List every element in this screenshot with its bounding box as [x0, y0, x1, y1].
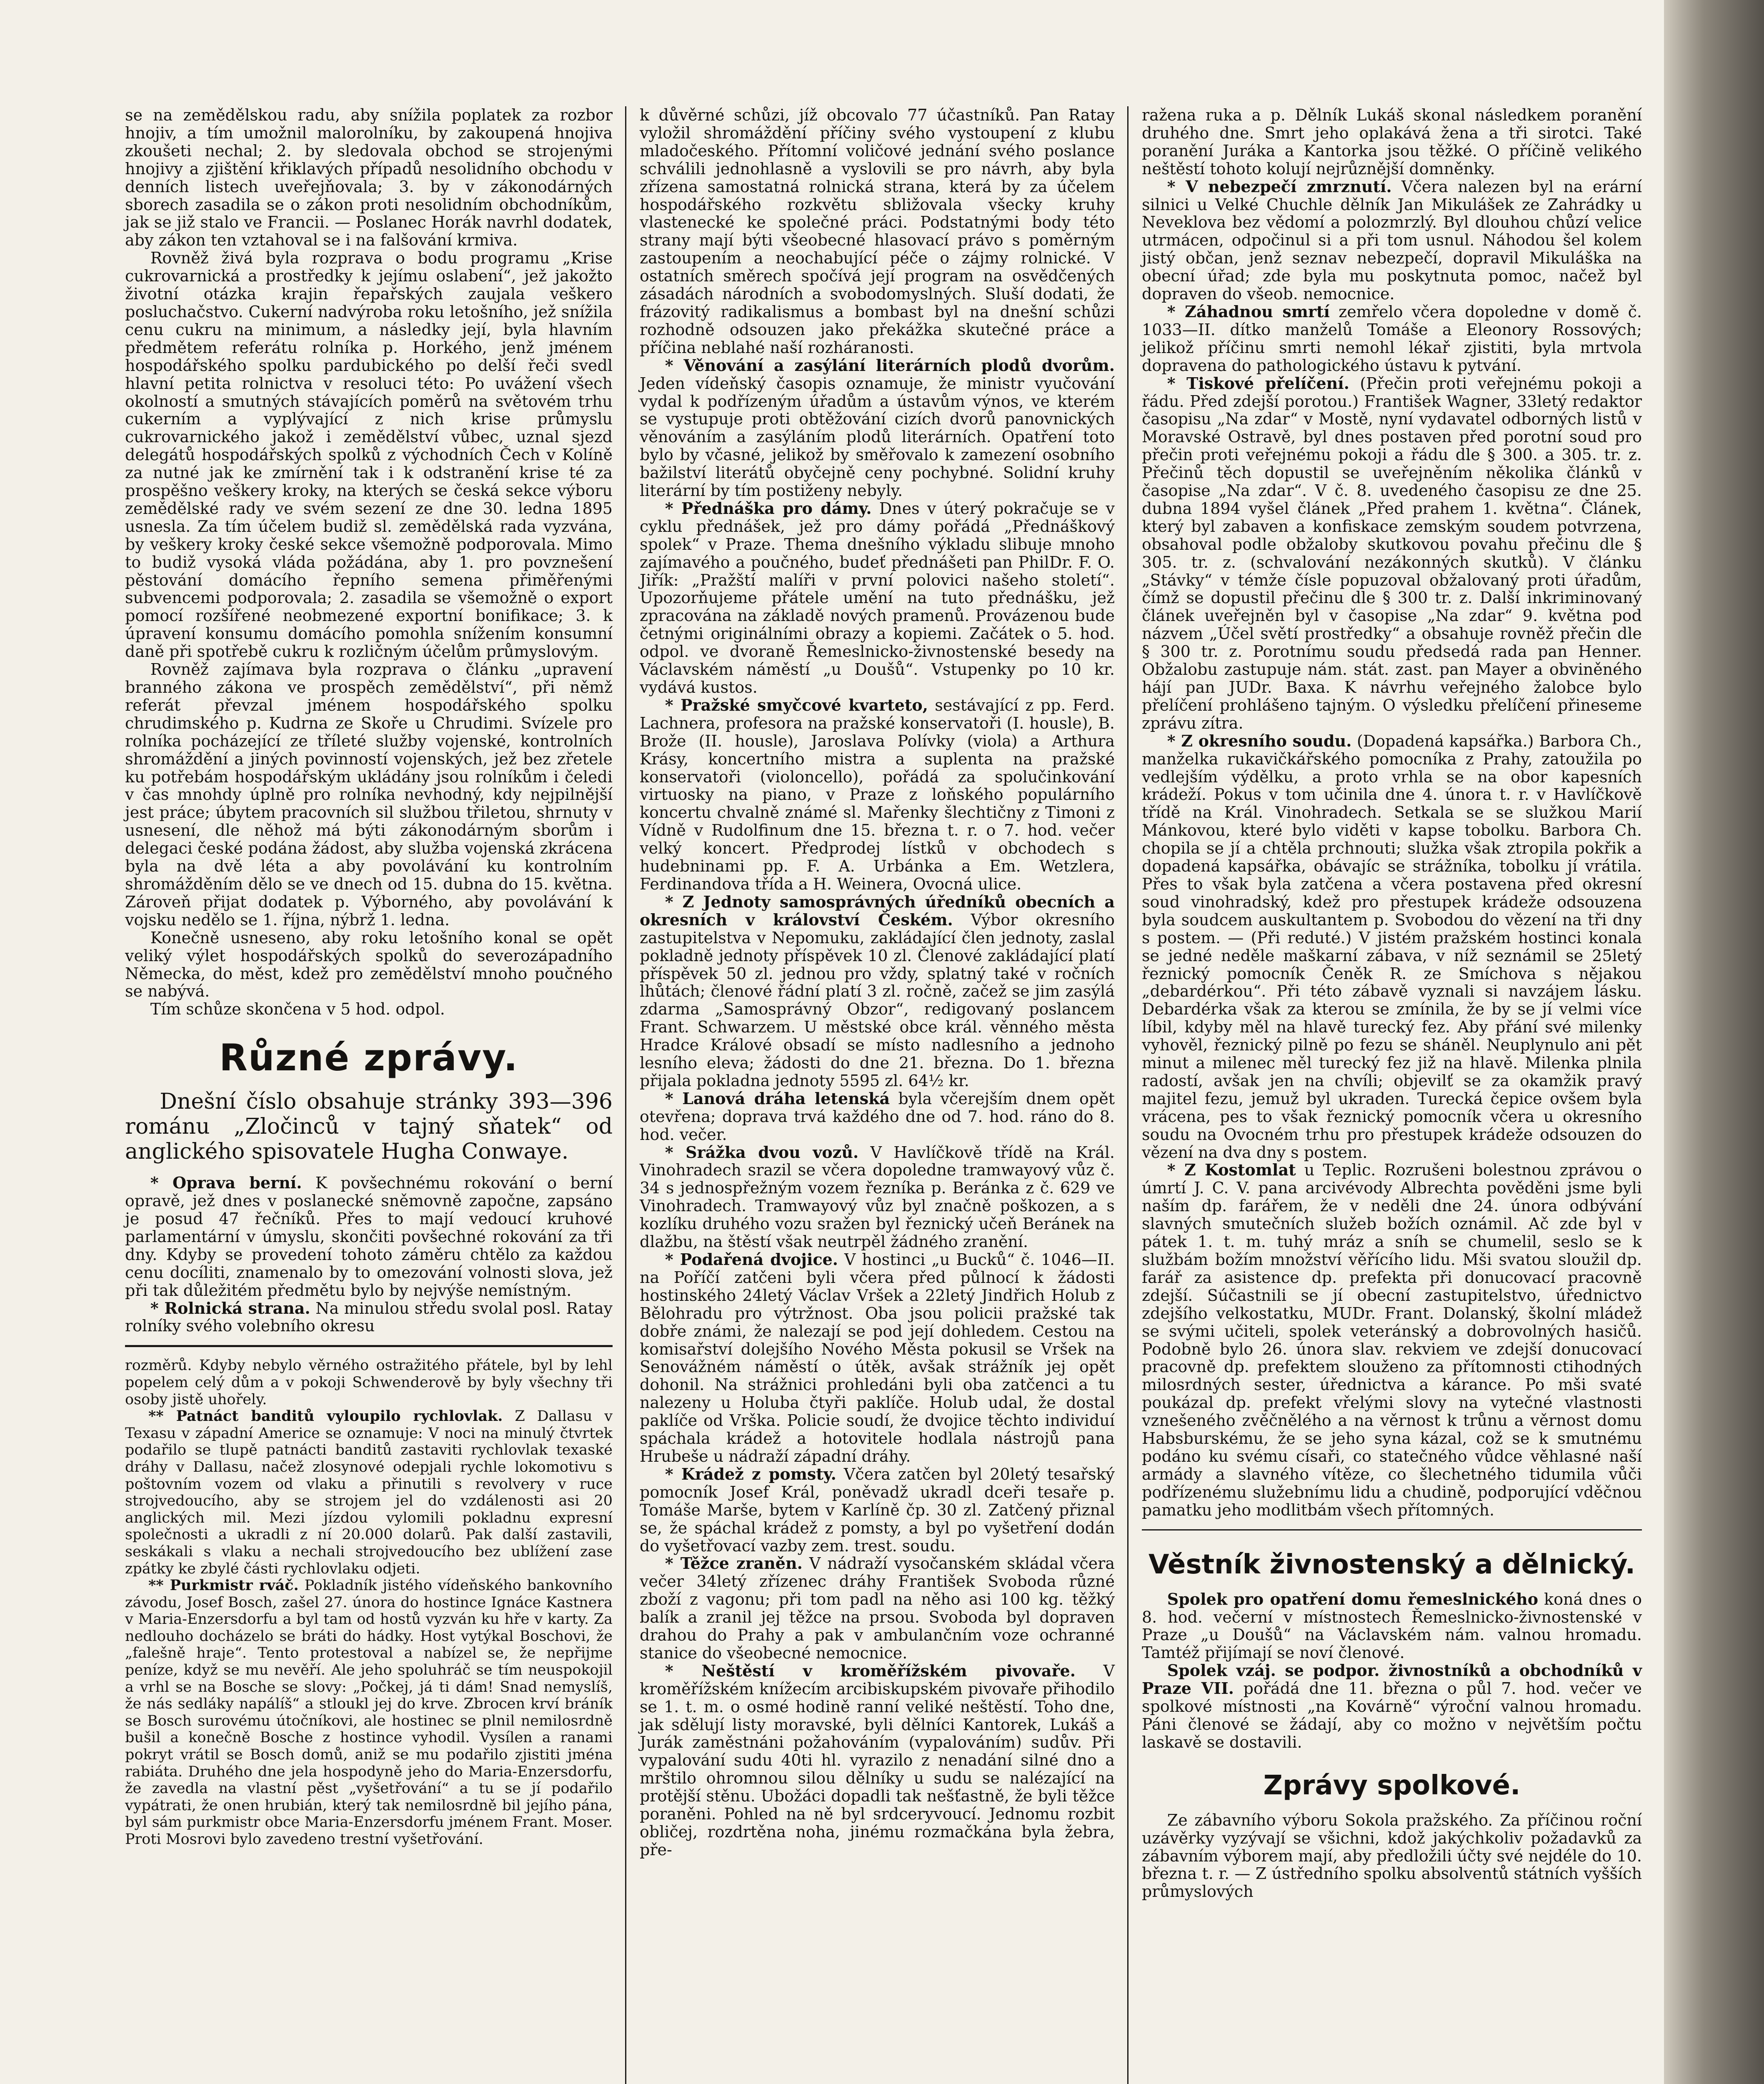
article-text: Jeden vídeňský časopis oznamuje, že ministr vyučování vydal k podřízeným úřadům a ústavům výnos, ve kterém se vystupuje proti obtěžování cizích dvorů panovnických věnováním a zasýláním plodů literárních. Opatření toto bylo by včasné, jelikož by směřovalo k zamezení osobního bažilství literátů obyčejně ceny pochybné. Solidní kruhy literární by tím postiženy nebyly. [640, 374, 1115, 500]
paragraph: ražena ruka a p. Dělník Lukáš skonal následkem poranění druhého dne. Smrt jeho oplakává žena a tři sirotci. Také poranění Juráka a Kantorka jsou těžké. O příčině velikého neštěstí tohoto kolují nejrůznější domněnky. [1142, 106, 1642, 178]
article-text: u Teplic. Rozrušeni bolestnou zprávou o úmrtí J. C. V. pana arcivévody Albrechta pověděni jsme byli naším dp. farářem, že v neděli dne 24. února odbývání slavných smutečních služeb božích oznámil. Ač zde byl v pátek 1. t. m. tuhý mráz a sníh se chumelil, seslo se k službám božím množství věřícího lidu. Mši svatou sloužil dp. farář za asistence dp. prefekta při donucovací pracovně zdejší. Súčastnili se jí obecní zastupitelstvo, úřednictvo zdejšího velkostatku, MUDr. Frant. Dolanský, školní mládež se svými učiteli, spolek veteránský a dobrovolných hasičů. Podobně bylo 26. února slav. rekviem ve zdejší donucovací pracovně dp. prefektem slouženo za přítomnosti ctihodných milosrdných sester, úřednictva a kárance. Po mši svaté poukázal dp. prefekt vřelými slovy na vytečné vlastnosti vznešeného zvěčnělého a na věrnost k trůnu a věrnost domu Habsburskému, že se jeho syna kázal, což se k smutnému podáno ku svému císaři, co statečného vůdce věhlasné naší armády a slavného vítěze, co šlechetného tidumila vůči podřízenému služebnímu lidu a chudině, podporující vděčnou pamatku jeho modlitbám všech přítomných. [1142, 1161, 1642, 1519]
article-text: Výbor okresního zastupitelstva v Nepomuku, zakládající člen jednoty, zaslal pokladně jednoty příspěvek 10 zl. Členové zakládající platí příspěvek 50 zl. jednou pro vždy, splatný také v ročních lhůtách; členové řádní platí 3 zl. ročně, začež se jim zasýlá zdarma „Samosprávný Obzor“, redigovaný poslancem Frant. Schwarzem. U městské obce král. věnného města Hradce Králové obsadí se místo nadlesního a jednoho lesního eleva; žádosti do dne 21. března. Do 1. března přijala pokladna jednoty 5595 zl. 64½ kr. [640, 910, 1115, 1090]
horizontal-rule [125, 1345, 613, 1347]
article-title: * Pražské smyčcové kvarteto, [665, 695, 928, 714]
section-heading-zpravy-spolkove: Zprávy spolkové. [1263, 1770, 1521, 1801]
article-title: * Věnování a zasýlání literárních plodů dvorům. [665, 356, 1115, 375]
lead-notice: Dnešní číslo obsahuje stránky 393—396 románu „Zločinců v tajný sňatek“ od anglického spisovatele Hugha Conwaye. [125, 1089, 613, 1165]
article-text: Na minulou středu svolal posl. Ratay rolníky svého volebního okresu [125, 1299, 613, 1335]
article-title: * Přednáška pro dámy. [665, 498, 872, 518]
article-jednota [640, 893, 1115, 1090]
column-rule-2 [1127, 106, 1128, 2084]
article-prednaska [640, 500, 1115, 696]
article-kvarteto [640, 696, 1115, 893]
article-title: * Lanová dráha letenská [665, 1089, 890, 1108]
article-text: Pokladník jistého vídeňského bankovního závodu, Josef Bosch, zašel 27. února do hostince Ignáce Kastnera v Maria-Enzersdorfu a byl tam od hostů vyzván ku hře v karty. Za nedlouho docházelo se bráti do hádky. Host vytýkal Boschovi, že „falešně hraje“. Tento protestoval a nabízel se, že nepřijme peníze, když se mu nevěří. Ale jeho spoluhráč se tím neuspokojil a vrhl se na Bosche se slovy: „Počkej, já ti dám! Snad nemyslíš, že nás sedláky napálíš“ a stloukl jej do krve. Zbrocen krví bráník se Bosch surovému útočníkovi, ale hostinec se plnil nemilosrdně bušil a konečně Bosche z hostince vyhodil. Vysílen a ranami pokryt vrátil se Bosch domů, aniž se mu podařilo zjistiti jména rabiáta. Druhého dne jela hospodyně jeho do Maria-Enzersdorfu, že zavedla na vlastní pěst „vyšetřování“ a tu se jí podařilo vypátrati, že onen hrubián, který tak nemilosrdně bil jejího pána, byl sám purkmistr obce Maria-Enzersdorfu jménem Frant. Moser. Proti Mosrovi bylo zavedeno trestní vyšetřování. [125, 1577, 613, 1848]
article-title: ** Patnáct banditů vyloupilo rychlovlak. [148, 1408, 503, 1425]
article-title: * Krádež z pomsty. [665, 1464, 836, 1483]
article-title: * V nebezpečí zmrznutí. [1167, 177, 1392, 196]
article-text: zemřelo včera dopoledne v domě č. 1033—II. dítko manželů Tomáše a Eleonory Rossových; jelikož příčinu smrti nemohl lékař zjistiti, byla mrtvola dopravena do pathologického ústavu k pytvání. [1142, 302, 1642, 375]
article-text: byla včerejším dnem opět otevřena; doprava trvá každého dne od 7. hod. ráno do 8. hod. večer. [640, 1089, 1115, 1144]
paragraph: Rovněž živá byla rozprava o bodu programu „Krise cukrovarnická a prostředky k jejímu oslabení“, jež jakožto životní otázka krajin řepařských zaujala veškero posluchačstvo. Cukerní nadvýroba roku letošního, jež snížila cenu cukru na minimum, a následky její, byla hlavním předmětem referátu rolníka p. Horkého, jenž jménem hospodářského spolku pardubického po delší řeči svedl hlavní petita rolnictva v resoluci této: Po uvážení všech okolností a smutných stávajících poměrů na světovém trhu cukerním a vyplývající z nich krise průmyslu cukrovarnického jakož i zemědělství vůbec, uznal sjezd delegátů hospodářských spolků z východních Čech v Kolíně za nutné jak ke zmírnění tak i k odstranění krise té za prospěšno veškery kroky, na kterých se česká sekce výboru zemědělské rady ve svém sezení ze dne 30. ledna 1895 usnesla. Za tím účelem budiž sl. zemědělská rada vyzvána, by veškery kroky české sekce všemožně podporovala. Mimo to budiž vysoká vláda požádána, aby 1. pro povznešení pěstování domácího řepního semena přiměřenými subvencemi podporovala; 2. zasadila se všemožně o export pomocí rozšířené neobmezené exportní bonifikace; 3. k úpravení konsumu domácího pomohla snížením konsumní daně při spotřebě cukru k rozličným účelům průmyslovým. [125, 249, 613, 661]
column-3 [1142, 106, 1642, 1901]
column-2 [640, 106, 1115, 1859]
page-edge-shadow [1664, 0, 1764, 2084]
article-venovani [640, 357, 1115, 500]
article-zmrznuti [1142, 178, 1642, 303]
article-title: * Z Kostomlat [1167, 1160, 1296, 1180]
article-dvojice [640, 1251, 1115, 1465]
article-kostomlat [1142, 1161, 1642, 1519]
article-text: K povšechnému rokování o berní opravě, jež dnes v poslanecké sněmovně započne, zapsáno je posud 47 řečníků. Přes to mají vedoucí kruhové parlamentární v úmyslu, skončiti povšechné rokování za tři dny. Kdyby se provedení tohoto záměru chtělo za každou cenu docíliti, znamenalo by to omezování volnosti slova, jež při tak důležitém předmětu bylo by nejvýše nemístným. [125, 1174, 613, 1300]
article-kradez [640, 1465, 1115, 1555]
article-text: Včera nalezen byl na erární silnici u Velké Chuchle dělník Jan Mikulášek ze Zahrádky u Neveklova bez vědomí a polozmrzlý. Byl dlouhou chůzí velice utrmácen, odpočinul si a při tom usnul. Náhodou šel kolem jistý občan, jenž seznav nebezpečí, dopravil Mikuláška na obecní úřad; zde byla mu poskytnuta pomoc, načež byl dopraven do všeob. nemocnice. [1142, 177, 1642, 303]
small-print-block [125, 1357, 613, 1848]
article-rolnicka [125, 1300, 613, 1335]
article-patnact [125, 1408, 613, 1577]
article-tezce [640, 1555, 1115, 1662]
horizontal-rule [1142, 1529, 1642, 1530]
article-text: Z Dallasu v Texasu v západní Americe se oznamuje: V noci na minulý čtvrtek podařilo se tlupě patnácti banditů zastaviti rychlovlak texaské dráhy v Dallasu, načež zlosynové odepjali rychle lokomotivu s poštovním vozem od vlaku a přinutili s revolvery v ruce strojvedoucího, aby se strojem jel do vzdálenosti asi 20 anglických mil. Mezi jízdou vylomili pokladnu expresní společnosti a ukradli z ní 20.000 dolarů. Pak další zastavili, seskákali s vlaku a nechali strojvedoucího bez ublížení zase zpátky ke zbylé části rychlovlaku odjeti. [125, 1408, 613, 1577]
column-1 [125, 106, 613, 1848]
article-text: koná dnes o 8. hod. večerní v místnostech Řemeslnicko-živnostenské v Praze „u Doušů“ na Václavském nám. valnou hromadu. Tamtéž přijímají se noví členové. [1142, 1590, 1642, 1662]
article-title: * Rolnická strana. [150, 1298, 310, 1318]
section-heading-ruzne-zpravy: Různé zprávy. [219, 1036, 518, 1080]
paragraph: se na zemědělskou radu, aby snížila poplatek za rozbor hnojiv, a tím umožnil malorolníku, by zakoupená hnojiva zkoušeti nechal; 2. by sledovala obchod se strojenými hnojivy a zjištění křiklavých případů nesolidního obchodu v denních listech uveřejňovala; 3. by v zákonodárných sborech zasadila se o zákon proti nesolidním obchodníkům, jak se již stalo ve Francii. — Poslanec Horák navrhl dodatek, aby zákon ten vztahoval se i na falšování krmiva. [125, 106, 613, 250]
article-title: ** Purkmistr rváč. [148, 1577, 299, 1594]
article-text: V Havlíčkově třídě na Král. Vinohradech srazil se včera dopoledne tramwayový vůz č. 34 s jednospřežným vozem řezníka p. Beránka z č. 629 ve Vinohradech. Tramwayový vůz byl značně poškozen, a s kozlíku druhého vozu sražen byl řeznický učeň Beránek na dlažbu, na štěstí však neutrpěl žádného zranění. [640, 1143, 1115, 1251]
paragraph: k důvěrné schůzi, jíž obcovalo 77 účastníků. Pan Ratay vyložil shromáždění příčiny svého vystoupení z klubu mladočeského. Přítomní voličové jednání svého poslance schválili jednohlasně a vyslovili se pro návrh, aby byla zřízena samostatná rolnická strana, která by za účelem hospodářského rozkvětu sbližovala všecky kruhy vlastenecké ke společné práci. Podstatnými body této strany mají býti všeobecné hlasovací právo s poměrným zastoupením a neochabující péče o zájmy rolnické. V ostatních směrech spočívá její program na osvědčených zásadách národních a svobodomyslných. Sluší dodati, že frázovitý radikalismus a bombast byl na dnešní schůzi rozhodně odsouzen jako překážka skutečné práce a příčina neblahé naší rozháranosti. [640, 106, 1115, 357]
article-title: Spolek vzáj. se podpor. živnostníků a obchodníků v Praze VII. [1142, 1661, 1642, 1698]
paragraph: Tím schůze skončena v 5 hod. odpol. [150, 1000, 445, 1019]
article-title: * Z Jednoty samosprávných úředníků obecních a okresních v království Českém. [640, 892, 1115, 929]
article-lanova [640, 1090, 1115, 1144]
article-title: * Z okresního soudu. [1167, 731, 1352, 750]
paragraph: Rovněž zajímava byla rozprava o článku „upravení branného zákona ve prospěch zemědělství“, při němž referát převzal jménem hospodářského spolku chrudimského p. Kudrna ze Skoře u Chrudimi. Svízele pro rolníka pocházející ze tříleté služby vojenské, kontrolních shromáždění a jiných povinností vojenských, jež bez zřetele ku potřebám hospodářským ukládány jsou rolníkům i čeledi v čas mnohdy úplně pro rolníka nevhodný, kdy nejpilnější jest práce; úbytem pracovních sil službou třiletou, shrnuty v usnesení, dle něhož má býti zákonodárným sborům i delegaci české podána žádost, aby služba vojenská zkrácena byla na dvě léta a aby povolávání ku kontrolním shromážděním dělo se ve dnech od 15. dubna do 15. května. Zároveň přijat dodatek p. Výborného, aby povolávání k vojsku nedělo se 1. října, nýbrž 1. ledna. [125, 660, 613, 929]
article-purkmistr [125, 1577, 613, 1848]
article-spolek2 [1142, 1662, 1642, 1751]
article-title: * Neštěstí v kroměřížském pivovaře. [665, 1661, 1076, 1680]
article-title: * Oprava berní. [150, 1173, 302, 1192]
article-title: * Podařená dvojice. [665, 1250, 838, 1269]
article-okresniho [1142, 732, 1642, 1162]
article-smrt [1142, 303, 1642, 375]
article-text: pořádá dne 11. března o půl 7. hod. večer ve spolkové místnosti „na Kovárně“ výroční valnou hromadu. Páni členové se žádají, aby co možno v největším počtu laskavě se dostavili. [1142, 1679, 1642, 1751]
article-spolek1 [1142, 1591, 1642, 1662]
article-title: * Srážka dvou vozů. [665, 1142, 859, 1162]
article-text: (Přečin proti veřejnému pokoji a řádu. Před zdejší porotou.) František Wagner, 33letý redaktor časopisu „Na zdar“ v Mostě, nyní vydavatel odborných listů v Moravské Ostravě, byl dnes postaven před porotní soud pro přečin proti veřejnému pokoji a řádu dle § 300. a 305. tr. z. Přečinů těch dopustil se uveřejněním několika článků v časopise „Na zdar“. V č. 8. uvedeného časopisu ze dne 25. dubna 1894 vyšel článek „Před prahem 1. května“. Článek, který byl zabaven a konfiskace zemským soudem potvrzena, obsahoval podle obžaloby skutkovou povahu přečinu dle § 305. tr. z. (schvalování nezákonných skutků). V článku „Stávky“ v témže čísle popuzoval obžalovaný proti úřadům, čímž se dopustil přečinu dle § 300 tr. z. Další inkriminovaný článek uveřejněn byl v časopise „Na zdar“ 9. května pod názvem „Účel světí prostředky“ a obsahuje rovněž přečin dle § 300 tr. z. Porotnímu soudu předsedá rada pan Henner. Obžalobu zastupuje nám. stát. zast. pan Mayer a obviněného hájí pan JUDr. Baxa. K návrhu veřejného žalobce bylo přelíčení prohlášeno tajným. O výsledku přelíčení přineseme zprávu zítra. [1142, 374, 1642, 732]
article-title: * Těžce zraněn. [665, 1554, 803, 1573]
article-nestesti [640, 1662, 1115, 1859]
section-heading-vestnik: Věstník živnostenský a dělnický. [1148, 1549, 1635, 1580]
article-tiskove [1142, 375, 1642, 732]
article-srazka [640, 1144, 1115, 1251]
article-text: Dnes v úterý pokračuje se v cyklu přednášek, jež pro dámy pořádá „Přednáškový spolek“ v Praze. Thema dnešního výkladu slibuje mnoho zajímavého a poučného, budeť přednášeti pan PhilDr. F. O. Jiřík: „Pražští malíři v první polovici našeho století“. Upozorňujeme přátele umění na tuto přednášku, jež zpracována na základě nových pramenů. Provázenou bude četnými originálními obrazy a kopiemi. Začátek o 5. hod. odpol. ve dvoraně Řemeslnicko-živnostenské besedy na Václavském náměstí „u Doušů“. Vstupenky po 10 kr. vydává kustos. [640, 499, 1115, 696]
paragraph: Konečně usneseno, aby roku letošního konal se opět veliký výlet hospodářských spolků do severozápadního Německa, do měst, kdež pro zemědělství mnoho poučného se nabývá. [125, 928, 613, 1001]
paragraph: Ze zábavního výboru Sokola pražského. Za příčinou roční uzávěrky vyzývají se všichni, kdož jakýchkoliv požadavků za zábavním výborem mají, aby předložili účty své nejdéle do 10. března t. r. — Z ústředního spolku absolventů státních vyšších průmyslových [1142, 1811, 1642, 1901]
article-text: V nádraží vysočanském skládal včera večer 34letý zřízenec dráhy František Svoboda různé zboží z vagonu; při tom padl na něho asi 100 kg. těžký balík a zranil jej těžce na prsou. Svoboda byl dopraven drahou do Prahy a pak v ambulančním voze ochranné stanice do všeobecné nemocnice. [640, 1554, 1115, 1662]
column-rule-1 [625, 106, 626, 2084]
article-oprava [125, 1174, 613, 1299]
article-title: Spolek pro opatření domu řemeslnického [1167, 1589, 1539, 1608]
article-text: V kroměřížském knížecím arcibiskupském pivovaře přihodilo se 1. t. m. o osmé hodině ranní veliké neštěstí. Toho dne, jak sdělují listy moravské, byli dělníci Kantorek, Lukáš a Jurák zaměstnáni požahováním (vypalováním) sudův. Při vypalování sudu 40ti hl. vyrazilo z nenadání silné dno a mrštilo ohromnou silou dělníky u sudu se nalézající na protější stěnu. Ubožáci dopadli tak nešťastně, že byli těžce poraněni. Pohled na ně byl srdceryvoucí. Jednomu rozbit obličej, rozdrtěna noha, jinému rozmačkána byla žebra, pře- [640, 1661, 1115, 1859]
article-title: * Tiskové přelíčení. [1167, 373, 1349, 393]
article-text: sestávající z pp. Ferd. Lachnera, profesora na pražské konservatoři (I. housle), B. Brože (II. housle), Jaroslava Polívky (viola) a Arthura Krásy, koncertního mistra a suplenta na pražské konservatoři (violoncello), pořádá za spolučinkování virtuosky na piano, v Praze z loňského populárního koncertu chvalně známé sl. Mařenky šlechtičny z Timoni z Vídně v Rudolfinum dne 15. března t. r. o 7. hod. večer velký koncert. Předprodej lístků v obchodech s hudebninami pp. F. A. Urbánka a Em. Wetzlera, Ferdinandova třída a H. Weinera, Ovocná ulice. [640, 696, 1115, 893]
article-text: (Dopadená kapsářka.) Barbora Ch., manželka rukavičkářského pomocníka z Prahy, zatoužila po vedlejším výdělku, a proto vrhla se na obor kapesních krádeží. Pokus v tom učinila dne 4. února t. r. v Havlíčkově třídě na Král. Vinohradech. Setkala se se služkou Marií Mánkovou, které bylo viděti v kapse tobolku. Barbora Ch. chopila se jí a chtěla prchnouti; služka však ztropila pokřik a dopadená kapsářka, obávajíc se strážníka, tobolku jí vrátila. Přes to však byla zatčena a včera postavena před okresní soud vinohradský, kdež pro přestupek krádeže odsouzena byla soudcem auskultantem p. Svobodou do vězení na tři dny s postem. — (Při reduté.) V jistém pražském hostinci konala se jedné neděle maškarní zábava, v níž seznámil se 25letý řeznický pomocník Čeněk R. ze Smíchova s nějakou „debardérkou“. Při této zábavě vyznali si navzájem lásku. Debardérka však za kterou se zmínila, že by se jí velmi více líbil, kdyby měl na hlavě turecký fez. Aby přání své milenky vyhověl, řeznický pilně po fezu se sháněl. Neuplynulo ani pět minut a milenec měl turecký fez již na hlavě. Milenka plnila radostí, avšak jen na chvíli; objevilť se za okamžik pravý majitel fezu, jemuž byl ukraden. Turecká čepice ovšem byla vrácena, pes to však řeznický pomocník včera u okresního soudu na Ovocném trhu pro přestupek krádeže odsouzen do vězení na dva dny s postem. [1142, 731, 1642, 1162]
article-text: V hostinci „u Bucků“ č. 1046—II. na Poříčí zatčeni byli včera před půlnocí k žádosti hostinského 24letý Václav Vršek a 22letý Jindřich Holub z Bělohradu pro výtržnost. Oba jsou policii pražské tak dobře známi, že nalezají se pod její dohledem. Cestou na komisařství dolejšího Nového Města pokusil se Vršek na Senovážném náměstí o útěk, avšak strážník jej opět dohonil. Na strážnici prohledáni byli oba zatčenci a tu nalezeny u Holuba čtyři paklíče. Holub udal, že dostal paklíče od Vrška. Policie soudí, že dvojice těchto individuí spáchala krádež a hotovitele hodlala nástrojů pana Hrubeše u nádraží západní dráhy. [640, 1250, 1115, 1465]
article-text: Včera zatčen byl 20letý tesařský pomocník Josef Král, poněvadž ukradl dceři tesaře p. Tomáše Marše, bytem v Karlíně čp. 30 zl. Zatčený přiznal se, že spáchal krádež z pomsty, a byl po vyšetření dodán do vyšetřovací vazby zem. trest. soudu. [640, 1465, 1115, 1555]
article-title: * Záhadnou smrtí [1167, 302, 1330, 321]
paragraph: rozměrů. Kdyby nebylo věrného ostražitého přátele, byl by lehl popelem celý dům a v pokoji Schwenderově by byly všechny tři osoby jistě uhořely. [125, 1357, 613, 1408]
